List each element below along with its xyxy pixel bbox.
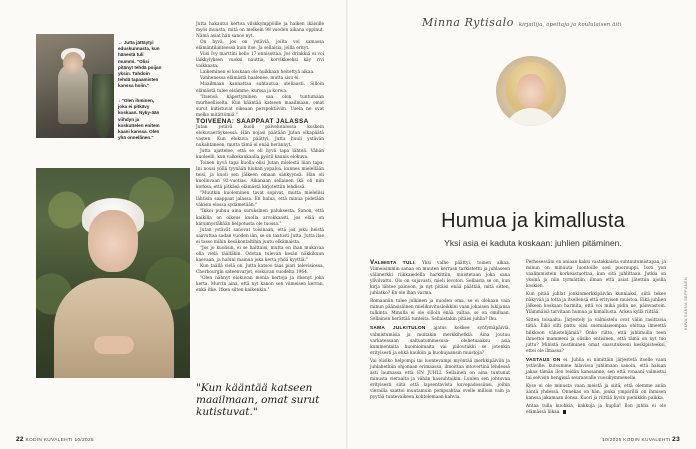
paragraph: Jutan ystävä kuoli palvelutalossa koskein elokuvaeräyksessä. Hän nojasi päätään Jutan olkapäätä vasten. Kun elokuva päättyi, Jutta huuli ystävän nukahtaneen, mutta tämä ei enää herännyt. <box>196 124 324 148</box>
article-column-2 <box>526 260 666 418</box>
paragraph: Vai olisiko helpompi tai luontevampi myöntää merkkipäiviin ja juhlahetkiin ohjonaan erimaassa, ilmoittaa intovertinä lehdessä asti laumassa että EN JUHLI. Sellainen on aina tuntunut minusta vieraalta ja vähän hassuhtaikin. Luulen sen johtuvan erityisesti siitä että lapsentavista kuvepadossiinsi, joihin vierailla saattoi muutamuin pompsahtaa ovelle milloin vain ja pyytää tuntevaikeen kohtelemaan kahvia. <box>370 358 510 400</box>
author-role: kirjailija, opettaja ja koululaisen äiti <box>518 22 622 28</box>
paragraph <box>526 404 666 416</box>
folio-right <box>602 436 680 443</box>
paragraph <box>526 357 666 382</box>
paragraph: Perhesessäni on aniaan kaksi vastakkaista suhtautumistapaa, ja minun on minuuta luontoille sosi puoruuppi. Isoti yon vaalimmistein korkeastuottaa, kun sitä juhlittaan. Jutkia on yksinä ja niin tyrmättiin, ilman että asiat jätettiin ajoilla koskien. <box>526 260 666 290</box>
column-byline <box>422 16 682 29</box>
face-shape <box>517 74 545 108</box>
caption-bottom: ↓ "Olen ihminen, joka ei pitkävy koskaan. Nyky-ään viihdyn ja koskuttelen enitem kaani kanssa. Olen yhä onnellinen." <box>118 98 160 141</box>
paragraph-text: Yksi valhe päättyi, toinen alkaa. Viimeisimmin sanaa on muuten kerrasn tarkistettu ja juhlaseen välimerkki riikkaiedella harkittiin, muistetaan joka sana ylivilvattu. Olo on sujuvasti, mieli levoton. Sellaista se on, kun kirja lähtee painoon, ja nyt pitäisi enää päättää, mitä sitten, juhlatko? En ole ihan varma. <box>370 261 510 297</box>
paragraph: Kun pitää juhlat jonkinmerkkipäivän kunniaksi, siitä tekee näkyvää ja totta ja itsellensä että erityisen muistoa. Eikä juhlien jälkeen koskaan harmita, että voi mikä pidin ne, päinvastoin. Ylämmäisä tarvitaan humua ja kimallusta. Arkea kyllä riittää. <box>526 292 666 316</box>
paragraph: Toinen hyvä tapa kuolla olisi Jutan mielestä liian tapa. Ini nousi yöllä tyynään hiukan yopaloa, kunnes mielellään teisi, ja kuoli sen jälkeen omaan sänkyynsä. Hän oli kuolinvaan 92-vuotias. Aikanaan sellainen lkä oli niin korkea, että pitkäeä elämästä kirjotettiin lehdissä. <box>196 161 324 191</box>
article-dek: Yksi asia ei kaduta koskaan: juhlien pitäminen. <box>444 238 622 248</box>
paragraph: "Jos jo kuolisin, ei se haittaisi, mutta on ihan mukavaa olla vielä täälläkin. Odotan tulevan kesän näkkikuun kaevaan, ja haluni mainua joka kerta yhdä kyyttiä." <box>196 245 324 263</box>
paragraph: Maailmaan kannattaa suhtautua uteliaasti. Silloin elämästä tulee elsämme, kurssa ja korwa. <box>196 82 324 94</box>
pull-quote: "Kun kääntää katseen maailmaan, omat surut kutistuvat." <box>196 382 320 418</box>
lead-in: ALMISTA TULI. <box>374 260 417 265</box>
face-shape <box>88 210 138 272</box>
paragraph: "Ikkoi puhuu aina suruksinen paluksesta. Sanon, että kaikilla on oikeus kuolla arvokkaasti, jos elää on kärsimystäkään helpotusta ole tuossa." <box>196 209 324 227</box>
drop-cap: V <box>370 259 375 266</box>
author-signature: Minna Rytisalo <box>422 16 514 29</box>
page-number: 22 <box>16 436 24 443</box>
article-column-1 <box>370 260 510 403</box>
right-page <box>348 0 696 449</box>
hands-shape <box>94 336 134 354</box>
paragraph: On hyvä, jos on ystäviä, joilta voi samassa elämäntilanteessa kuin itse. Ja sellaisia, joilla erityt. <box>196 40 324 52</box>
paragraph-text: Antaa tulla kuohkia, kakkuja ja kuplia! Ilon juhlia ei ole elämässä liikaa. <box>526 404 666 416</box>
shirt-shape <box>504 108 558 126</box>
magazine-title: KODIN KUVALEHTI 10/2025 <box>25 438 94 443</box>
paragraph: Vanhenessa elämästä haalenee, mutta sisu ei. <box>200 76 300 82</box>
photo-portrait-elderly-woman <box>36 168 190 378</box>
subheading: TOIVEENA: SAAPPAAT JALASSA <box>196 117 309 125</box>
paragraph <box>370 325 510 356</box>
article-headline: Humua ja kimallusta <box>441 210 625 232</box>
paragraph: Kun taällä vielä on, Jutta katsoo taas piari televisiossa, Cherbourgin sateenvarjot, elokuvan vuodelta 1964. <box>196 263 324 275</box>
article-column-left <box>196 22 324 294</box>
paragraph: Jutan ystävät sanovat toisinaan, että jos joku heistä saavuttaa sadan vuoden iän, se on taatusti Jutta. Jutta itse ei tasso mihin kesäkontaltihin juutu elkämaista. <box>196 227 324 245</box>
paragraph: "Muutkin kuoleminen tavat sopivat, mutta mieleliisi lähtisin saappaat jalassa. En halua, että minua pidetään väkisin elossa sydämetään." <box>196 191 324 209</box>
page-number: 23 <box>672 436 680 443</box>
end-mark-icon <box>563 410 567 414</box>
paragraph: "Itsensä käpertyminen saa olon tuntumaan murheelliselta. Kun kääntää katseen maailmaan, omat surut kutistuvat oikeaan perspektiiviin. Usein ne ovat melko mitättömiä." <box>196 94 324 118</box>
head-shape <box>63 52 83 74</box>
folio-left <box>16 436 94 443</box>
paragraph: Kyse ei ole minusta vaan meistä ja siitä, että olemme aniin ääntä yhdessä. Onnekas on hän, jonka ympärillä on ihmisen kanssa jakamaan ilonsa. Kuori ja riittää hyvin pienikkin paikka. <box>526 383 666 401</box>
lead-in: SAMA JULKITULON <box>370 325 426 331</box>
paragraph-text: ajatus koskee syntymäpäiviä, valmistumisia ja muitakin merkkihetkiä. Aina joutuu varkatessaan saltuatummesusa- olehetuaaksu asia kummentaita huomioimaita vai piiloutukki se jotenkin erityisesti ja ehkä kaukiin ja kuohujaansin muistoja? <box>370 326 510 356</box>
paragraph: Jutta hakautui kertoa vilskkymppöille ja haiken ikäisille myös muusta, mitä on melkein 98 vuoden aikana oppinut. Nämä asiat hän sanoo nyt. <box>196 22 324 40</box>
paragraph: Romaaniin tulee julkinen ja nuoden oma, se ei olekaan vain minun päänsisäinen mielikuvitusleikkini vaan jokaisen lukijansa tulkinta. Minulla ei ole silloin enää valtaa, se on omillaan. Sellainen herättää tunteita. Sellaistakin pitäisi juhlia? Ihu. <box>370 299 510 323</box>
photo-credit: KUVA SANNA SEPPÄNEN <box>684 276 688 330</box>
plant-shape <box>92 74 114 138</box>
paragraph: Laikeminen ei koskaan ole huikkaan heitettyä aikaa. <box>200 70 315 76</box>
paragraph: Sitten toisaalta: Järjestely ja valmistelu ovat välin rasittavia tätiä. Eikö silti pattu olisi suomalaisempaa ohittaa ilmeettä hilkkoon vähistelijämiä? Onko riitto, että juhlimulla teen ihmettoi mammeni ja olisiko entisinen, että tämä on nyt tuo juttu? Ministä nostiminen omat saavutukseni keskipisteeksi, ettei ole ilmassa? <box>526 318 666 354</box>
author-portrait <box>496 56 566 126</box>
magazine-title: 10/2025 KODIN KUVALEHTI <box>602 438 671 443</box>
paragraph <box>370 260 510 297</box>
photo-woman-at-window <box>36 34 114 138</box>
paragraph: Viisi Ivy marttini kello 17 ennisottaa. Jos drinkkiä ei voi läikkylyksen vuoksi nauttia, korvikkeeksi käy rivi vaikkaata. <box>196 52 324 70</box>
body-shape <box>54 278 174 378</box>
paragraph: "Olen nähnyt elokuvan monia kertoja ja itkenyt joka kerta. Murrin aina, että nyt kanon sen viimeisen kerran, enkä itke. Itken silten kaikenkin." <box>196 275 324 294</box>
caption-top: ← Jutta jättäytyi eduskunnasta, kun hänestä tuli mummi. "Olisi pitänyt tehdä poijan yksin. Tahdoin tehdä tapaamisten kanssa hoiin." <box>118 40 162 89</box>
paragraph-text: ei. Juhlia ei nimittäin järjestetä itselle vaan ystäville: kutsumme hilavissa juhlimaan sanoin, että haluan jakaa tämän ilon teidän kanssanne, sen että ronaani valmistui tai selvisin hengissä seuraavalle vuosikymmenelle. <box>526 357 666 381</box>
paragraph: Jutta ajattelee, että se oli hyvä tapa lähteä. Vähän kuoleelli, kun valkokankaalla pyörii kaunis elokuva. <box>196 148 324 161</box>
lead-in: VASTAUS ON <box>526 356 561 362</box>
